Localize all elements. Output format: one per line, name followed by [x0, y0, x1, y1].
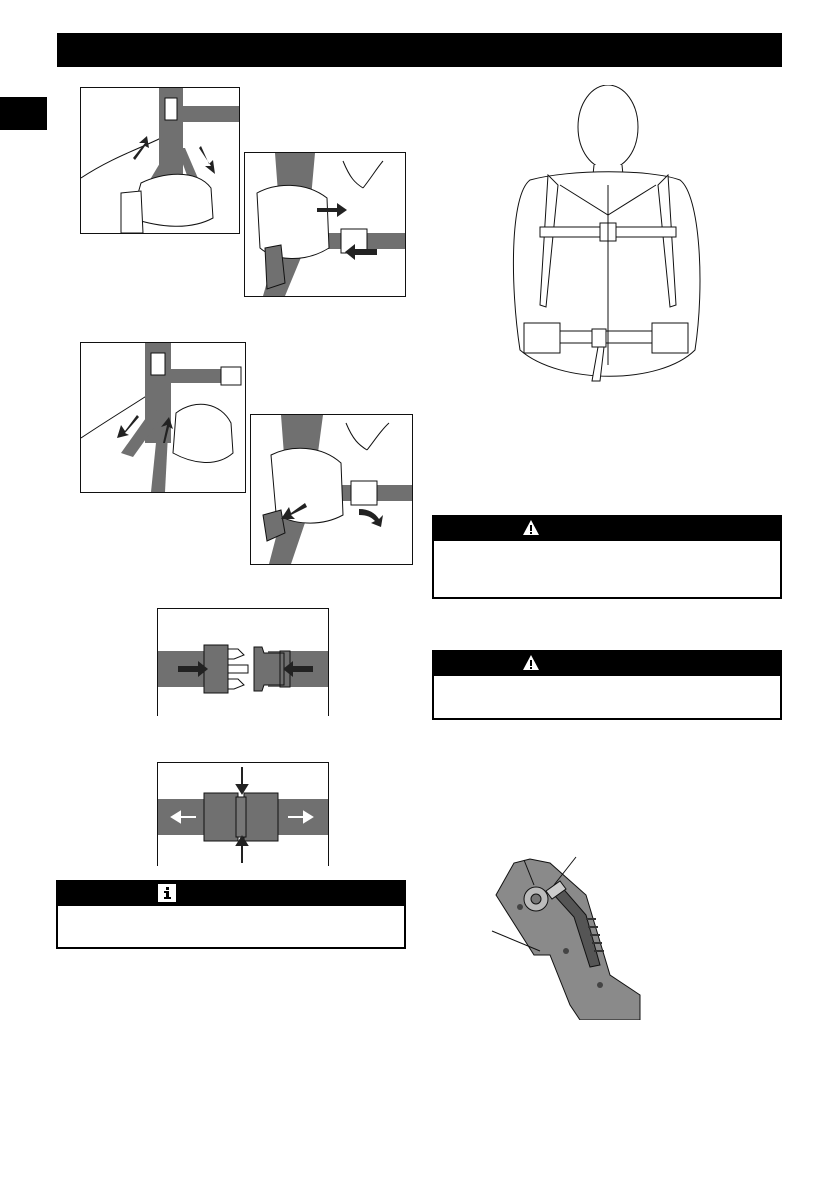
figure-chest-strap-release [250, 414, 413, 565]
warning-header [434, 517, 780, 541]
language-side-tab [0, 97, 47, 130]
warning-header [434, 652, 780, 676]
info-notice [56, 880, 406, 949]
section-header-bar [57, 33, 782, 67]
warning-notice-1 [432, 515, 782, 599]
warning-triangle-icon [522, 654, 540, 672]
figure-tool-handle [490, 855, 660, 1020]
figure-harness-worn [500, 85, 710, 385]
figure-strap-loosen [80, 342, 246, 493]
info-icon [158, 884, 176, 902]
figure-chest-strap-pull [244, 152, 406, 297]
warning-notice-2 [432, 650, 782, 720]
note-header [58, 882, 404, 906]
figure-buckle-release [157, 762, 329, 866]
figure-buckle-connect [157, 608, 329, 716]
figure-strap-tighten [80, 87, 240, 234]
warning-triangle-icon [522, 519, 540, 537]
